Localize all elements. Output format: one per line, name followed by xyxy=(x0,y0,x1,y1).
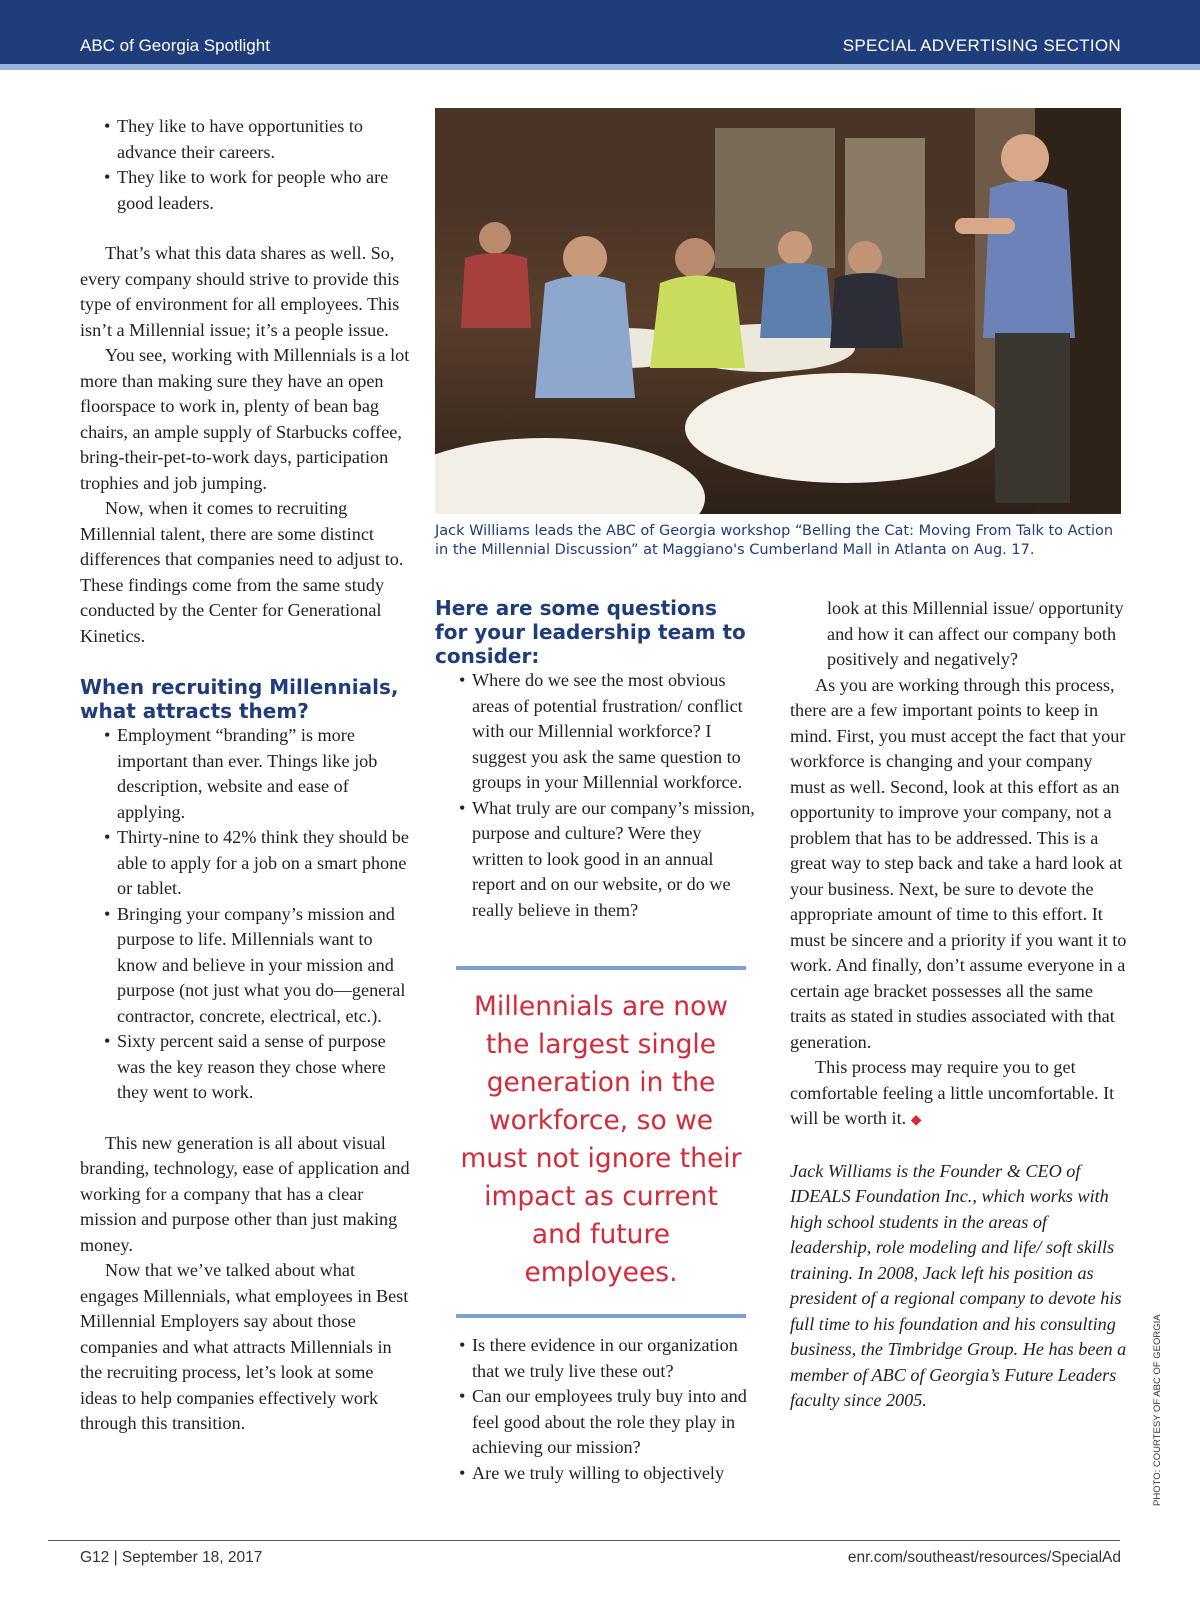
list-item: • Bringing your company’s mission and purpose to life. Millennials want to know and believe in your mission and purpose (not just what you do—general contractor, concrete, electrical, etc.). xyxy=(80,902,412,1030)
photo-caption: Jack Williams leads the ABC of Georgia workshop “Belling the Cat: Moving From Talk to Action in the Millennial Discussion” at Maggiano's Cumberland Mall in Atlanta on Aug. 17. xyxy=(435,523,1114,558)
list-item: • Sixty percent said a sense of purpose was the key reason they chose where they went to work. xyxy=(80,1029,412,1106)
workshop-photo-illustration xyxy=(435,108,1121,514)
column-3 xyxy=(790,596,1130,1414)
subheading-recruiting: When recruiting Millennials, what attracts them? xyxy=(80,675,399,723)
question-list-a xyxy=(435,668,755,923)
pull-quote-bottom-rule xyxy=(456,1314,746,1318)
subheading-questions: Here are some questions for your leadership team to consider: xyxy=(435,596,746,668)
question-list-b xyxy=(435,1333,755,1486)
body-paragraph: Now, when it comes to recruiting Millennial talent, there are some distinct differences that companies need to adjust to. These findings come from the same study conducted by the Center for Generational Kinetics. xyxy=(80,498,404,646)
list-item: • What truly are our company’s mission, purpose and culture? Were they written to look good in an annual report and on our website, or do we really believe in them? xyxy=(435,796,755,924)
list-item: • Is there evidence in our organization that we truly live these out? xyxy=(435,1333,755,1384)
bullet-list-attract xyxy=(80,723,412,1106)
list-item: • They like to have opportunities to advance their careers. xyxy=(80,114,412,165)
list-item: • Thirty-nine to 42% think they should be able to apply for a job on a smart phone or tablet. xyxy=(80,825,412,902)
column-2 xyxy=(435,596,755,923)
list-item: • Where do we see the most obvious areas of potential frustration/ conflict with our Millennial workforce? I suggest you ask the same question to groups in your Millennial workforce. xyxy=(435,668,755,796)
footer-rule xyxy=(48,1540,1120,1541)
list-item: • They like to work for people who are good leaders. xyxy=(80,165,412,216)
author-bio: Jack Williams is the Founder & CEO of IDEALS Foundation Inc., which works with high school students in the areas of leadership, role modeling and life/ soft skills training. In 2008, Jack left his position as president of a regional company to devote his full time to his foundation and his consulting business, the Timbridge Group. He has been a member of ABC of Georgia’s Future Leaders faculty since 2005. xyxy=(790,1160,1127,1410)
publication-title: ABC of Georgia Spotlight xyxy=(80,36,270,55)
page-number-date: G12 | September 18, 2017 xyxy=(80,1549,263,1566)
bullet-continuation: look at this Millennial issue/ opportunity and how it can affect our company both positively and negatively? xyxy=(827,598,1124,669)
list-item: • Employment “branding” is more important than ever. Things like job description, website and ease of applying. xyxy=(80,723,412,825)
body-paragraph: You see, working with Millennials is a lot more than making sure they have an open floorspace to work in, plenty of bean bag chairs, an ample supply of Starbucks coffee, bring-their-pet-to-work days, participation trophies and job jumping. xyxy=(80,345,410,493)
closing-sentence: This process may require you to get comfortable feeling a little uncomfortable. It will be worth it. xyxy=(790,1057,1115,1128)
photo-credit: PHOTO: COURTESY OF ABC OF GEORGIA xyxy=(1152,1314,1163,1506)
body-paragraph: This new generation is all about visual branding, technology, ease of application and working for a company that has a clear mission and purpose other than just making money. xyxy=(80,1132,410,1255)
body-paragraph xyxy=(790,1055,1130,1134)
end-mark-icon: ◆ xyxy=(910,1113,922,1128)
bullet-list-top xyxy=(80,114,412,216)
list-item: • Can our employees truly buy into and feel good about the role they play in achieving our mission? xyxy=(435,1384,755,1461)
pull-quote-top-rule xyxy=(456,966,746,970)
list-item: • Are we truly willing to objectively xyxy=(435,1461,755,1487)
column-2-lower xyxy=(435,1333,755,1486)
section-label: SPECIAL ADVERTISING SECTION xyxy=(842,36,1121,55)
workshop-photo xyxy=(435,108,1121,514)
pull-quote-text: Millennials are now the largest single generation in the workforce, so we must not ignore their impact as current and future employees. xyxy=(460,991,742,1288)
page-header xyxy=(0,0,1200,64)
footer-url: enr.com/southeast/resources/SpecialAd xyxy=(847,1549,1121,1566)
body-paragraph: As you are working through this process, there are a few important points to keep in mind. First, you must accept the fact that your workforce is changing and your company must as well. Second, look at this effort as an opportunity to improve your company, not a problem that has to be addressed. This is a great way to step back and take a hard look at your business. Next, be sure to devote the appropriate amount of time to this effort. It must be sincere and a priority if you want it to work. And finally, don’t assume everyone in a certain age bracket possesses all the same traits as stated in studies associated with that generation. xyxy=(790,674,1127,1052)
column-1 xyxy=(80,114,412,1437)
body-paragraph: That’s what this data shares as well. So, every company should strive to provide this type of environment for all employees. This isn’t a Millennial issue; it’s a people issue. xyxy=(80,243,400,340)
body-paragraph: Now that we’ve talked about what engages Millennials, what employees in Best Millennial Employers say about those companies and what attracts Millennials in the recruiting process, let’s look at some ideas to help companies effectively work through this transition. xyxy=(80,1260,409,1433)
header-rule xyxy=(0,64,1200,70)
pull-quote xyxy=(456,966,746,1318)
